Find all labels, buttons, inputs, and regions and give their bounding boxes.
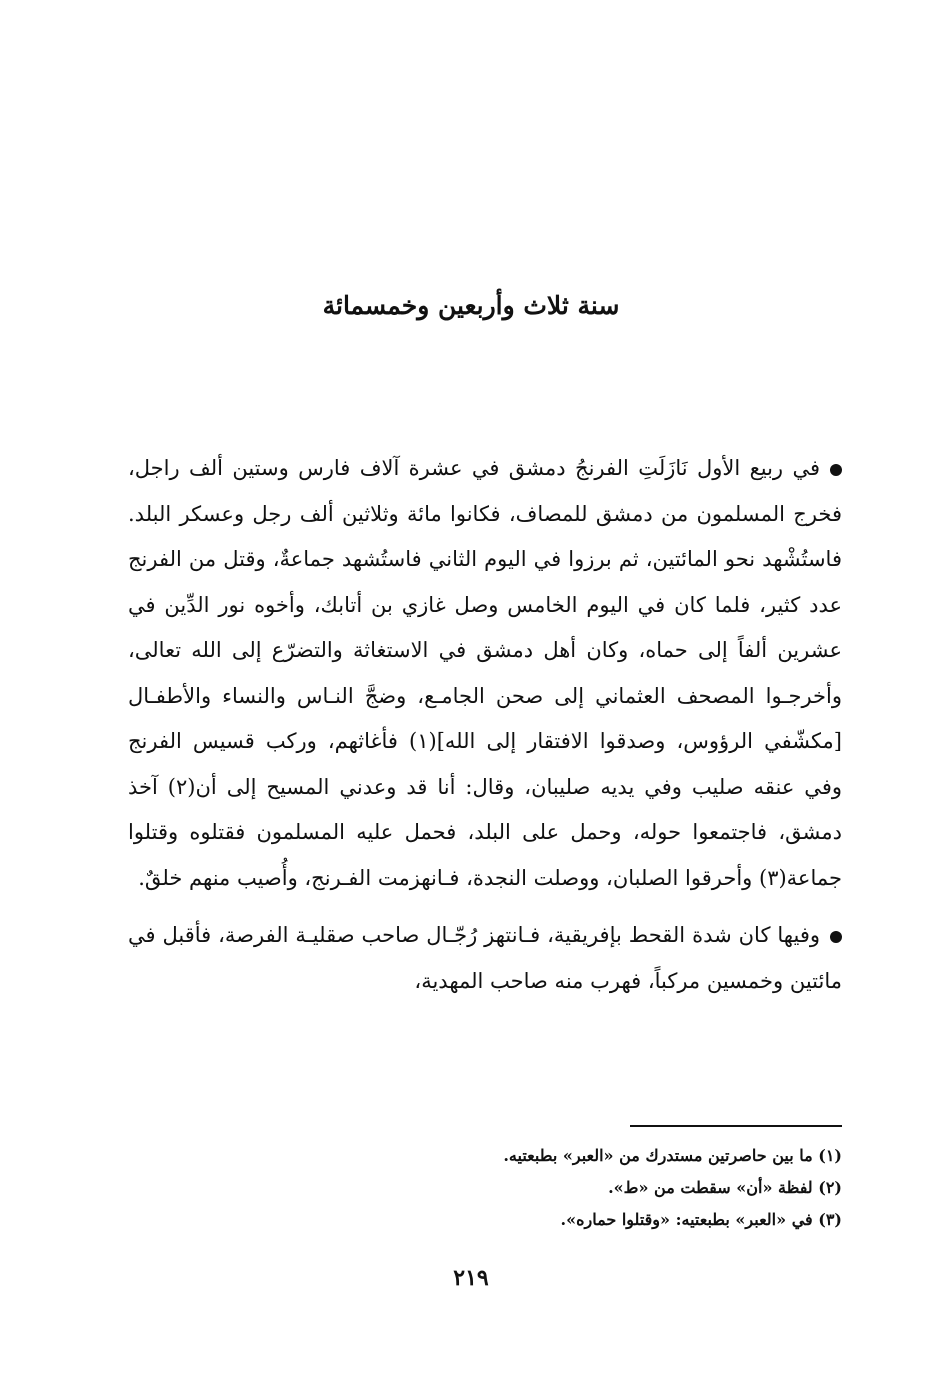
- paragraph: [128, 913, 842, 1004]
- footnote: (٢) لفظة «أن» سقطت من «ط».: [608, 1178, 842, 1197]
- page-number: ٢١٩: [453, 1265, 489, 1291]
- footnotes: [128, 1140, 842, 1236]
- footnote: (٣) في «العبر» بطبعتيه: «وقتلوا حماره».: [560, 1210, 842, 1229]
- paragraph: [128, 446, 842, 901]
- footnote-divider: [630, 1125, 842, 1127]
- footnote: (١) ما بين حاصرتين مستدرك من «العبر» بطبعتيه.: [503, 1146, 842, 1165]
- bullet-icon: [830, 464, 842, 476]
- paragraph-text: في ربيع الأول نَازَلَتِ الفرنجُ دمشق في عشرة آلاف فارس وستين ألف راجل، فخرج المسلمون من دمشق للمصاف، فكانوا مائة وثلاثين ألف رجل وعسكر البلد. فاستُشْهد نحو المائتين، ثم برزوا في اليوم الثاني فاستُشهد جماعةٌ، وقتل من الفرنج عدد كثير، فلما كان في اليوم الخامس وصل غازي بن أتابك، وأخوه نور الدِّين في عشرين ألفاً إلى حماه، وكان أهل دمشق في الاستغاثة والتضرّع إلى الله تعالى، وأخرجـوا المصحف العثماني إلى صحن الجامـع، وضجَّ النـاس والنساء والأطفـال [مكشّفي الرؤوس، وصدقوا الافتقار إلى الله](١) فأغاثهم، وركب قسيس الفرنج وفي عنقه صليب وفي يديه صليبان، وقال: أنا قد وعدني المسيح إلى أن(٢) آخذ دمشق، فاجتمعوا حوله، وحمل على البلد، فحمل عليه المسلمون فقتلوه وقتلوا جماعة(٣) وأحرقوا الصلبان، ووصلت النجدة، فـانهزمت الفـرنج، وأُصيب منهم خلقٌ.: [128, 456, 842, 890]
- chapter-title: سنة ثلاث وأربعين وخمسمائة: [322, 291, 620, 320]
- paragraph-text: وفيها كان شدة القحط بإفريقية، فـانتهز رُجّـال صاحب صقليـة الفرصة، فأقبل في مائتين وخمسين مركباً، فهرب منه صاحب المهدية،: [128, 923, 842, 993]
- bullet-icon: [830, 931, 842, 943]
- main-text: [128, 446, 842, 1004]
